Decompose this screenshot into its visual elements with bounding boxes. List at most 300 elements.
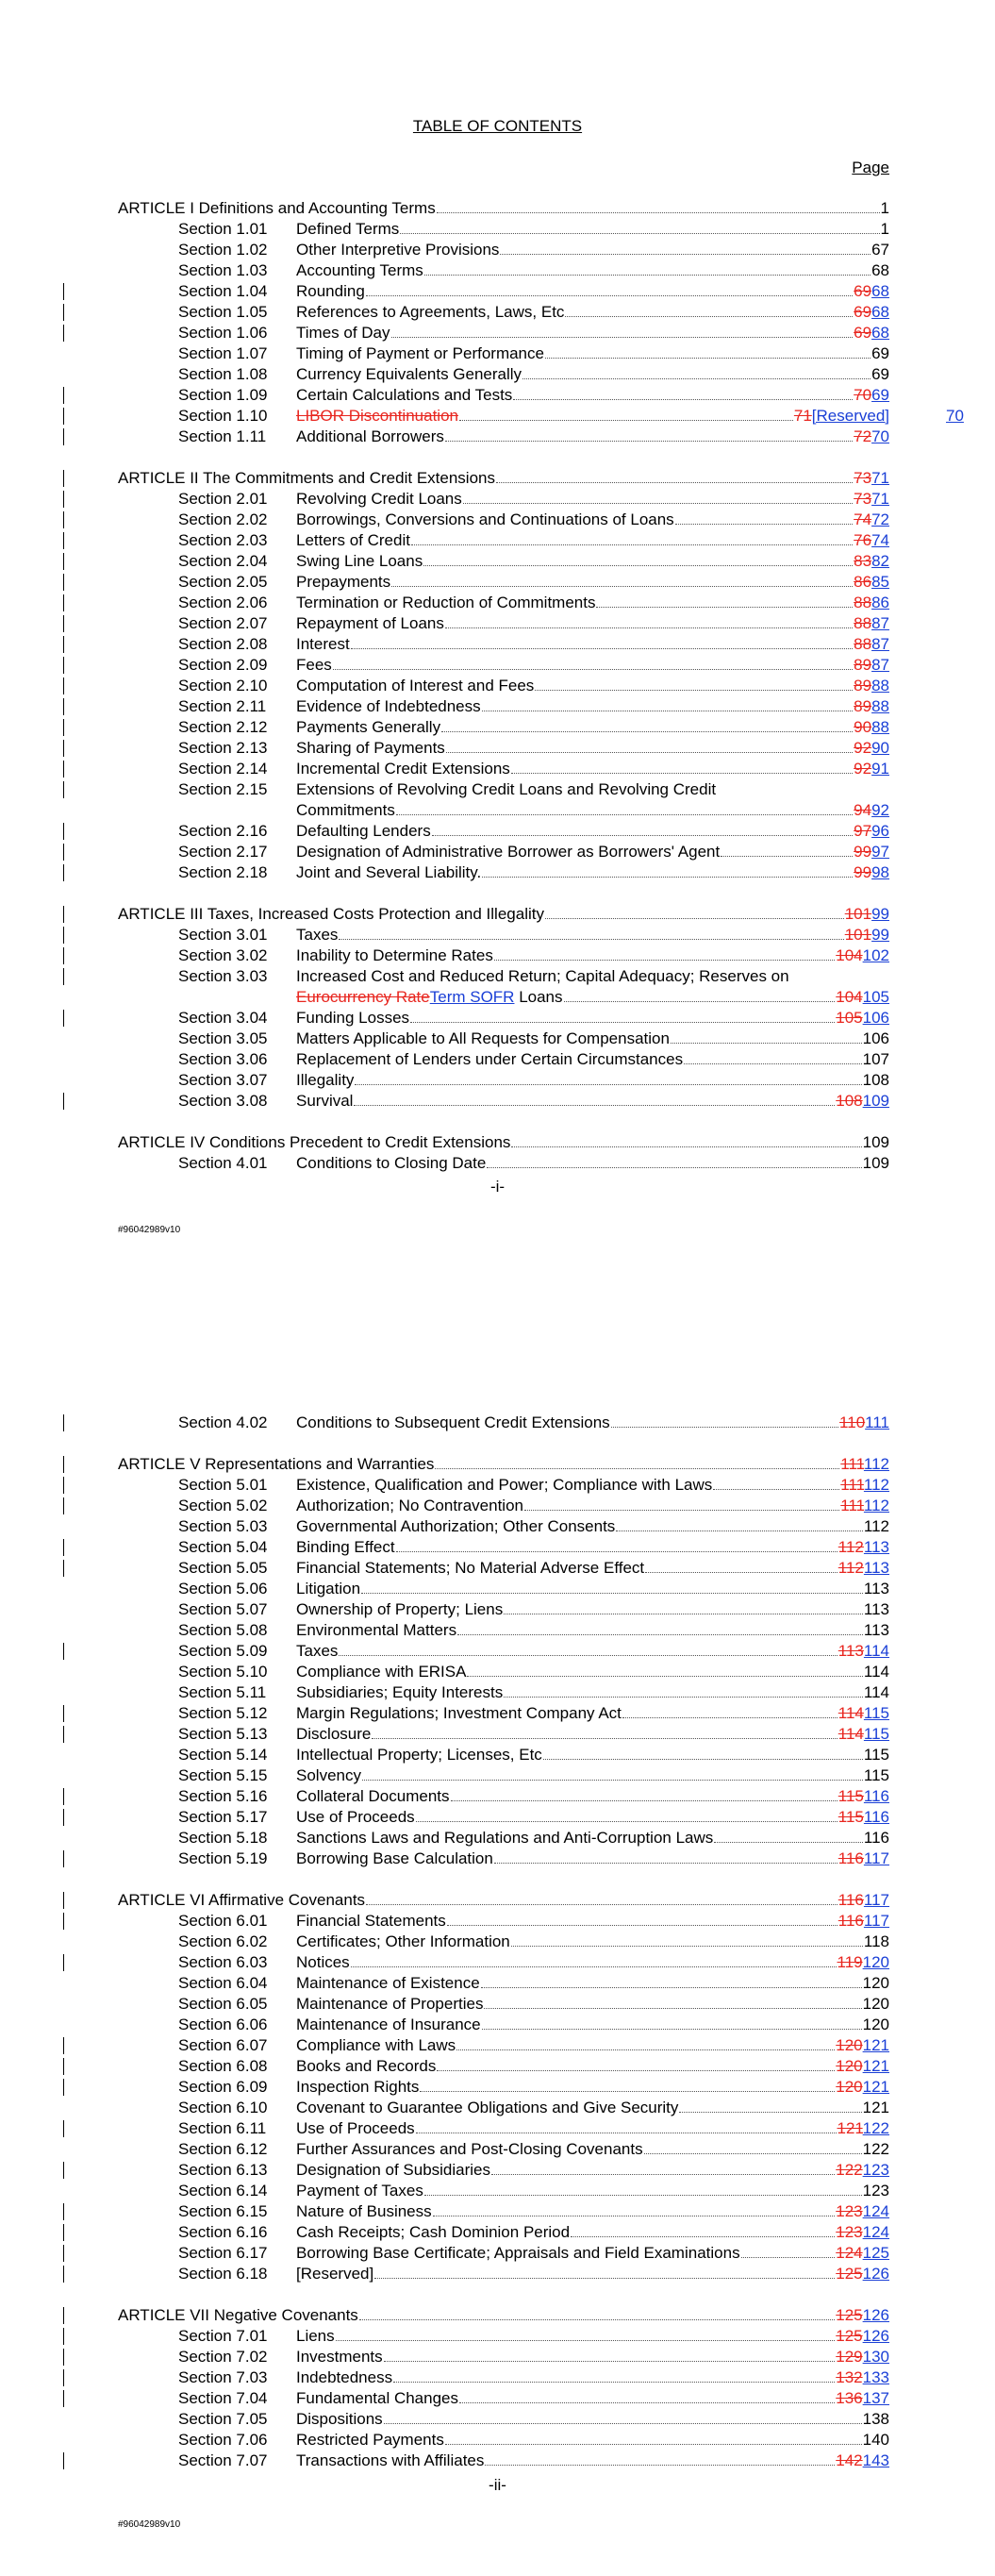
inserted-page-number[interactable]: 113: [863, 1538, 889, 1556]
page-ref[interactable]: [836, 2222, 889, 2243]
page-ref[interactable]: [836, 2451, 889, 2471]
page-ref[interactable]: 112: [863, 1517, 889, 1535]
inserted-page-number[interactable]: 96: [871, 822, 889, 840]
toc-section-row[interactable]: [0, 2181, 995, 2201]
page-ref[interactable]: [854, 323, 889, 343]
dot-leader: [374, 2277, 835, 2279]
section-number: Section 4.01: [178, 1154, 268, 1172]
page-ref[interactable]: 113: [863, 1621, 889, 1639]
toc-section-row[interactable]: [0, 1765, 995, 1786]
inserted-page-number[interactable]: 68: [871, 303, 889, 321]
page-ref[interactable]: [854, 800, 889, 821]
toc-section-row[interactable]: [0, 1952, 995, 1973]
page-ref[interactable]: [836, 2305, 889, 2326]
page-ref[interactable]: [836, 945, 889, 966]
change-bar: [63, 1477, 64, 1494]
section-number: Section 5.02: [178, 1497, 268, 1514]
inserted-page-number[interactable]: 120: [862, 1953, 889, 1971]
toc-section-row[interactable]: [0, 1848, 995, 1869]
toc-section-row[interactable]: [0, 738, 995, 759]
inserted-page-number[interactable]: 87: [871, 656, 889, 674]
page-ref[interactable]: 122: [862, 2140, 889, 2158]
inserted-page-number[interactable]: 109: [862, 1092, 889, 1110]
entry-title-text: [Reserved]: [296, 2265, 374, 2283]
page-ref[interactable]: [840, 1475, 889, 1496]
page-ref[interactable]: 69: [871, 365, 889, 383]
inserted-page-number[interactable]: 97: [871, 843, 889, 861]
page-ref[interactable]: [838, 1724, 889, 1745]
toc-section-row[interactable]: [0, 510, 995, 530]
toc-section-row[interactable]: [0, 1091, 995, 1112]
toc-section-row[interactable]: [0, 2451, 995, 2471]
toc-section-row[interactable]: [0, 489, 995, 510]
inserted-page-number[interactable]: 124: [862, 2223, 889, 2241]
inserted-page-number[interactable]: 71: [871, 490, 889, 508]
toc-section-row[interactable]: [0, 572, 995, 593]
page-ref[interactable]: [854, 530, 889, 551]
inserted-page-number[interactable]: 106: [862, 1009, 889, 1027]
deleted-page-number: 125: [836, 2306, 863, 2324]
toc-section-row[interactable]: [0, 925, 995, 945]
change-bar: [63, 325, 64, 342]
toc-section-row[interactable]: [0, 2118, 995, 2139]
entry-title-text: Illegality: [296, 1071, 355, 1089]
inserted-page-number[interactable]: 99: [871, 926, 889, 944]
page-ref[interactable]: [839, 1413, 889, 1433]
spacer: [0, 1433, 995, 1454]
page-ref[interactable]: [854, 821, 889, 842]
dot-leader: [500, 253, 871, 255]
toc-section-row[interactable]: [0, 945, 995, 966]
toc-section-row[interactable]: [0, 593, 995, 613]
inserted-page-number[interactable]: 126: [862, 2327, 889, 2345]
toc-section-row[interactable]: [0, 1828, 995, 1848]
toc-section-row[interactable]: [0, 1496, 995, 1516]
toc-section-row[interactable]: [0, 2160, 995, 2181]
toc-section-row[interactable]: [0, 1516, 995, 1537]
toc-section-row[interactable]: [0, 696, 995, 717]
toc-section-row[interactable]: [0, 1911, 995, 1932]
page-ref[interactable]: [854, 676, 889, 696]
page-ref[interactable]: 69: [871, 344, 889, 362]
change-bar: [63, 553, 64, 570]
page-ref[interactable]: 123: [862, 2182, 889, 2200]
page-ref[interactable]: [854, 738, 889, 759]
inserted-page-number[interactable]: 115: [863, 1704, 889, 1722]
page-ref[interactable]: [836, 2160, 889, 2181]
dot-leader: [571, 2235, 835, 2237]
deleted-title: LIBOR Discontinuation: [296, 407, 458, 425]
entry-title-text: Termination or Reduction of Commitments: [296, 594, 596, 611]
page-ref[interactable]: [836, 2201, 889, 2222]
page-ref[interactable]: 116: [863, 1829, 889, 1847]
toc-section-row[interactable]: [0, 2098, 995, 2118]
toc-section-row[interactable]: [0, 1413, 995, 1433]
inserted-page-number[interactable]: 70: [871, 427, 889, 445]
entry-title: [296, 240, 889, 260]
inserted-page-number[interactable]: 91: [871, 760, 889, 778]
page-ref[interactable]: [836, 2243, 889, 2264]
toc-section-row[interactable]: [0, 2409, 995, 2430]
page-ref[interactable]: [840, 1496, 889, 1516]
entry-title-text: Collateral Documents: [296, 1787, 450, 1805]
inserted-page-number[interactable]: 68: [871, 324, 889, 342]
inserted-page-number[interactable]: 105: [862, 988, 889, 1006]
page-ref[interactable]: 68: [871, 261, 889, 279]
deleted-page-number: 113: [837, 1642, 864, 1660]
section-number: Section 6.13: [178, 2161, 268, 2179]
toc-section-row[interactable]: [0, 427, 995, 447]
entry-title-text: Computation of Interest and Fees: [296, 677, 535, 694]
entry-title: [296, 1558, 889, 1579]
section-number: Section 1.07: [178, 344, 268, 362]
inserted-page-number[interactable]: 113: [863, 1559, 889, 1577]
inserted-page-number[interactable]: 68: [871, 282, 889, 300]
toc-section-row[interactable]: [0, 530, 995, 551]
toc-section-row[interactable]: [0, 842, 995, 862]
section-number: Section 2.03: [178, 531, 268, 549]
page-ref[interactable]: [836, 2035, 889, 2056]
toc-section-row[interactable]: [0, 1682, 995, 1703]
section-number: Section 3.07: [178, 1071, 268, 1089]
toc-section-row[interactable]: [0, 2077, 995, 2098]
toc-section-row[interactable]: [0, 2201, 995, 2222]
page-ref[interactable]: [837, 2118, 889, 2139]
page-ref[interactable]: 114: [863, 1683, 889, 1701]
inserted-page-number[interactable]: 86: [871, 594, 889, 611]
entry-title: [296, 551, 889, 572]
toc-section-row[interactable]: [0, 385, 995, 406]
toc-section-row[interactable]: [0, 655, 995, 676]
inserted-page-number[interactable]: 121: [862, 2036, 889, 2054]
toc-article-row[interactable]: [0, 2305, 995, 2326]
change-bar: [63, 283, 64, 300]
page-ref[interactable]: [854, 468, 889, 489]
toc-section-row[interactable]: [0, 1745, 995, 1765]
entry-title: [296, 1496, 889, 1516]
toc-section-row[interactable]: [0, 1703, 995, 1724]
toc-article-row[interactable]: [0, 904, 995, 925]
toc-section-row[interactable]: [0, 323, 995, 343]
toc-section-row[interactable]: [0, 2243, 995, 2264]
inserted-page-number[interactable]: 117: [863, 1891, 889, 1909]
inserted-page-number[interactable]: 72: [871, 510, 889, 528]
page-ref[interactable]: [854, 593, 889, 613]
entry-title-text: Inspection Rights: [296, 2078, 420, 2096]
page-ref[interactable]: [854, 696, 889, 717]
inserted-page-number[interactable]: 115: [863, 1725, 889, 1743]
page-ref[interactable]: [837, 1952, 889, 1973]
inserted-page-number[interactable]: 112: [863, 1497, 889, 1514]
inserted-page-number[interactable]: 98: [871, 863, 889, 881]
inserted-page-number[interactable]: 88: [871, 697, 889, 715]
page-ref[interactable]: 107: [862, 1050, 889, 1068]
inserted-page-number[interactable]: 143: [862, 2451, 889, 2469]
deleted-page-number: 112: [837, 1538, 864, 1556]
deleted-page-number: 92: [854, 760, 872, 778]
toc-section-row[interactable]: [0, 1599, 995, 1620]
inserted-page-number[interactable]: 126: [862, 2265, 889, 2283]
deleted-page-number: 119: [837, 1953, 863, 1971]
inserted-page-number[interactable]: 112: [863, 1476, 889, 1494]
page-ref[interactable]: [836, 2388, 889, 2409]
inserted-page-number[interactable]: 82: [871, 552, 889, 570]
page-ref[interactable]: 120: [862, 1974, 889, 1992]
section-number: Section 6.04: [178, 1974, 268, 1992]
page-ref[interactable]: [854, 551, 889, 572]
page-ref[interactable]: [854, 385, 889, 406]
toc-section-row[interactable]: [0, 260, 995, 281]
toc-section-row[interactable]: [0, 2015, 995, 2035]
page-ref[interactable]: [854, 862, 889, 883]
inserted-page-number[interactable]: 125: [862, 2244, 889, 2262]
deleted-page-number: 71: [793, 407, 812, 425]
page-ref[interactable]: [838, 1911, 889, 1932]
section-number: Section 5.13: [178, 1725, 268, 1743]
inserted-page-number[interactable]: 130: [862, 2348, 889, 2366]
section-number: Section 6.08: [178, 2057, 268, 2075]
toc-section-row[interactable]: [0, 551, 995, 572]
toc-section-row[interactable]: [0, 1153, 995, 1174]
page-ref[interactable]: [854, 427, 889, 447]
inserted-page-number[interactable]: 112: [863, 1455, 889, 1473]
inserted-page-number[interactable]: 124: [862, 2202, 889, 2220]
toc-section-row[interactable]: [0, 2056, 995, 2077]
page-ref[interactable]: [854, 489, 889, 510]
deleted-page-number: 89: [854, 697, 872, 715]
inserted-page-number[interactable]: 137: [862, 2389, 889, 2407]
inserted-page-number[interactable]: 99: [871, 905, 889, 923]
dot-leader: [437, 211, 880, 213]
toc-section-row[interactable]: [0, 219, 995, 240]
page-ref[interactable]: [854, 613, 889, 634]
page-ref[interactable]: [854, 634, 889, 655]
inserted-page-number[interactable]: 116: [863, 1787, 889, 1805]
page-ref[interactable]: 120: [862, 1995, 889, 2013]
inserted-page-number[interactable]: 88: [871, 677, 889, 694]
page-ref[interactable]: 67: [871, 241, 889, 259]
page-ref[interactable]: [845, 925, 889, 945]
page-ref[interactable]: 140: [862, 2431, 889, 2449]
toc-section-row[interactable]: [0, 759, 995, 779]
toc-section-row[interactable]: [0, 406, 995, 427]
entry-title-text: Commitments: [296, 801, 395, 819]
toc-article-row[interactable]: [0, 1890, 995, 1911]
page-ref[interactable]: [838, 1558, 889, 1579]
page-ref[interactable]: [836, 987, 889, 1008]
section-number: Section 6.07: [178, 2036, 268, 2054]
inserted-page-number[interactable]: 122: [862, 2119, 889, 2137]
toc-section-row[interactable]: [0, 1786, 995, 1807]
toc-section-row[interactable]: [0, 1475, 995, 1496]
toc-section-row[interactable]: [0, 1537, 995, 1558]
margin-page-number[interactable]: 70: [946, 407, 964, 425]
inserted-page-number[interactable]: [Reserved]: [811, 407, 889, 425]
toc-section-row[interactable]: [0, 613, 995, 634]
toc-section-row[interactable]: [0, 1724, 995, 1745]
toc-section-row[interactable]: [0, 966, 995, 1008]
page-ref[interactable]: [838, 1537, 889, 1558]
inserted-page-number[interactable]: 133: [862, 2368, 889, 2386]
page-ref[interactable]: 118: [863, 1932, 889, 1950]
page-ref[interactable]: [836, 2264, 889, 2284]
section-number: Section 1.03: [178, 261, 268, 279]
entry-title: [296, 1029, 889, 1049]
toc-section-row[interactable]: [0, 2264, 995, 2284]
toc-section-row[interactable]: [0, 2139, 995, 2160]
page-ref[interactable]: [836, 2077, 889, 2098]
dot-leader: [384, 2360, 836, 2362]
page-ref[interactable]: [845, 904, 889, 925]
inserted-page-number[interactable]: 111: [865, 1413, 889, 1431]
toc-section-row[interactable]: [0, 779, 995, 821]
toc-section-row[interactable]: [0, 2388, 995, 2409]
entry-title: [296, 302, 889, 323]
page-ref[interactable]: 113: [863, 1580, 889, 1597]
page-ref[interactable]: [854, 655, 889, 676]
toc-section-row[interactable]: [0, 1641, 995, 1662]
page-ref[interactable]: [838, 1786, 889, 1807]
toc-section-row[interactable]: [0, 302, 995, 323]
toc-section-row[interactable]: [0, 1994, 995, 2015]
toc-section-row[interactable]: [0, 240, 995, 260]
section-number: Section 5.03: [178, 1517, 268, 1535]
dot-leader: [481, 1986, 862, 1988]
entry-title: [296, 1537, 889, 1558]
toc-section-row[interactable]: [0, 1008, 995, 1029]
page-ref[interactable]: [838, 1641, 889, 1662]
entry-title-text: ARTICLE II The Commitments and Credit Extensions: [118, 469, 495, 487]
toc-section-row[interactable]: [0, 1807, 995, 1828]
page-ref[interactable]: 1: [880, 220, 889, 238]
inserted-page-number[interactable]: 90: [871, 739, 889, 757]
page-ref[interactable]: [838, 1848, 889, 1869]
inserted-page-number[interactable]: 121: [862, 2057, 889, 2075]
page-ref[interactable]: 109: [862, 1133, 889, 1151]
toc-section-row[interactable]: [0, 821, 995, 842]
inserted-page-number[interactable]: 121: [862, 2078, 889, 2096]
page-ref[interactable]: [854, 717, 889, 738]
page-ref[interactable]: [838, 1703, 889, 1724]
page-ref[interactable]: 115: [863, 1746, 889, 1764]
entry-title-text: Notices: [296, 1953, 350, 1971]
toc-section-row[interactable]: [0, 2326, 995, 2347]
dot-leader: [485, 2464, 835, 2466]
toc-section-row[interactable]: [0, 1029, 995, 1049]
inserted-page-number[interactable]: 74: [871, 531, 889, 549]
inserted-page-number[interactable]: 102: [862, 946, 889, 964]
inserted-page-number[interactable]: 71: [871, 469, 889, 487]
change-bar: [63, 1809, 64, 1826]
inserted-page-number[interactable]: 85: [871, 573, 889, 591]
page-ref[interactable]: [836, 1008, 889, 1029]
inserted-page-number[interactable]: 92: [871, 801, 889, 819]
inserted-page-number[interactable]: 114: [863, 1642, 889, 1660]
toc-section-row[interactable]: [0, 1049, 995, 1070]
page-ref[interactable]: [836, 2056, 889, 2077]
page-ref[interactable]: [854, 572, 889, 593]
toc-section-row[interactable]: [0, 1620, 995, 1641]
toc-section-row[interactable]: [0, 2347, 995, 2367]
page-ref[interactable]: 138: [862, 2410, 889, 2428]
toc-article-row[interactable]: [0, 198, 995, 219]
inserted-page-number[interactable]: 69: [871, 386, 889, 404]
toc-section-row[interactable]: [0, 2035, 995, 2056]
toc-section-row[interactable]: [0, 343, 995, 364]
page-ref[interactable]: 113: [863, 1600, 889, 1618]
toc-section-row[interactable]: [0, 634, 995, 655]
toc-section-row[interactable]: [0, 1558, 995, 1579]
page-ref[interactable]: [854, 510, 889, 530]
section-number: Section 2.10: [178, 677, 268, 694]
entry-title: [296, 1008, 889, 1029]
entry-title: [296, 2160, 889, 2181]
toc-section-row[interactable]: [0, 1932, 995, 1952]
toc-article-row[interactable]: [0, 1454, 995, 1475]
page-ref[interactable]: [794, 406, 889, 427]
toc-section-row[interactable]: [0, 1070, 995, 1091]
page-ref[interactable]: [840, 1454, 889, 1475]
entry-title: [296, 2035, 889, 2056]
inserted-page-number[interactable]: 116: [863, 1808, 889, 1826]
page-ref[interactable]: [854, 759, 889, 779]
page-ref[interactable]: [836, 2367, 889, 2388]
toc-section-row[interactable]: [0, 1973, 995, 1994]
page-ref[interactable]: 121: [862, 2099, 889, 2116]
toc-section-row[interactable]: [0, 2430, 995, 2451]
page-ref[interactable]: [854, 281, 889, 302]
page-ref[interactable]: 114: [863, 1663, 889, 1681]
page-ref[interactable]: [836, 2326, 889, 2347]
change-bar: [63, 2079, 64, 2096]
toc-section-row[interactable]: [0, 862, 995, 883]
page-ref[interactable]: 109: [862, 1154, 889, 1172]
toc-section-row[interactable]: [0, 1662, 995, 1682]
page-ref[interactable]: 115: [863, 1766, 889, 1784]
entry-title-text: Borrowing Base Calculation: [296, 1849, 493, 1867]
inserted-page-number[interactable]: 88: [871, 718, 889, 736]
inserted-page-number[interactable]: 87: [871, 614, 889, 632]
page-ref[interactable]: 108: [862, 1071, 889, 1089]
toc-article-row[interactable]: [0, 1132, 995, 1153]
page-ref[interactable]: [854, 842, 889, 862]
inserted-page-number[interactable]: 117: [863, 1849, 889, 1867]
deleted-text: Eurocurrency Rate: [296, 988, 430, 1006]
toc-section-row[interactable]: [0, 717, 995, 738]
page-ref[interactable]: [854, 302, 889, 323]
page-ref[interactable]: 120: [862, 2016, 889, 2033]
change-bar: [63, 823, 64, 840]
page-ref[interactable]: [838, 1890, 889, 1911]
page-ref[interactable]: 1: [880, 199, 889, 217]
toc-section-row[interactable]: [0, 1579, 995, 1599]
page-ref[interactable]: 106: [862, 1029, 889, 1047]
toc-section-row[interactable]: [0, 676, 995, 696]
inserted-page-number[interactable]: 123: [862, 2161, 889, 2179]
toc-article-row[interactable]: [0, 468, 995, 489]
page-ref[interactable]: [836, 1091, 889, 1112]
inserted-page-number[interactable]: 126: [862, 2306, 889, 2324]
inserted-page-number[interactable]: 117: [863, 1912, 889, 1930]
toc-section-row[interactable]: [0, 2222, 995, 2243]
toc-section-row[interactable]: [0, 364, 995, 385]
toc-section-row[interactable]: [0, 2367, 995, 2388]
toc-section-row[interactable]: [0, 281, 995, 302]
inserted-page-number[interactable]: 87: [871, 635, 889, 653]
page-ref[interactable]: [836, 2347, 889, 2367]
section-number: Section 2.06: [178, 594, 268, 611]
page-ref[interactable]: [838, 1807, 889, 1828]
